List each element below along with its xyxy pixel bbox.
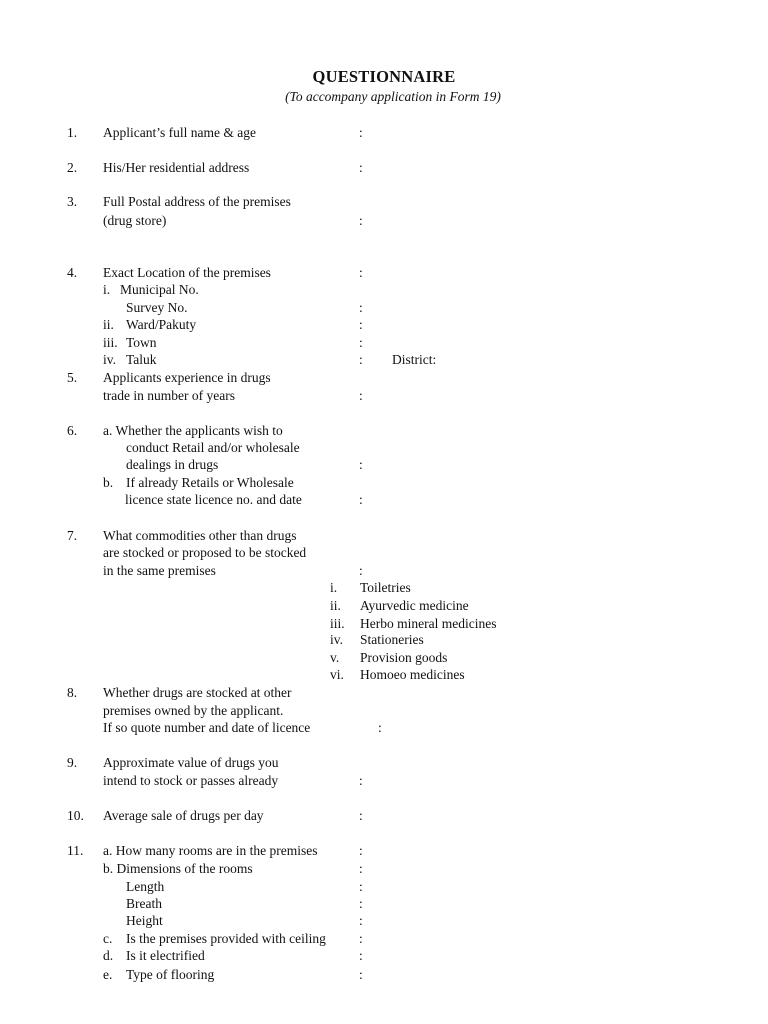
- colon: :: [359, 773, 363, 788]
- commodity-text: Provision goods: [360, 650, 448, 665]
- colon: :: [359, 896, 363, 911]
- question-text: dealings in drugs: [126, 457, 219, 472]
- question-text: What commodities other than drugs: [103, 528, 297, 543]
- item-number: 11.: [67, 843, 84, 858]
- colon: :: [359, 388, 363, 403]
- question-text: are stocked or proposed to be stocked: [103, 545, 307, 560]
- sub-label: ii.: [103, 317, 114, 332]
- sub-text: Height: [126, 913, 163, 928]
- colon: :: [359, 352, 363, 367]
- colon: :: [359, 808, 363, 823]
- sub-text: Taluk: [126, 352, 157, 367]
- sub-label: i.: [103, 282, 111, 297]
- colon: :: [359, 563, 363, 578]
- question-text: Applicant’s full name & age: [103, 125, 256, 140]
- item-number: 4.: [67, 265, 78, 280]
- sub-label: c.: [103, 931, 113, 946]
- question-text: If already Retails or Wholesale: [126, 475, 294, 490]
- district-label: District:: [392, 352, 437, 367]
- sub-text: Ward/Pakuty: [126, 317, 197, 332]
- colon: :: [359, 948, 363, 963]
- colon: :: [359, 861, 363, 876]
- commodity-label: iii.: [330, 616, 345, 631]
- question-text: a. How many rooms are in the premises: [103, 843, 318, 858]
- item-number: 9.: [67, 755, 78, 770]
- question-text: intend to stock or passes already: [103, 773, 279, 788]
- sub-text: Type of flooring: [126, 967, 215, 982]
- commodity-text: Stationeries: [360, 632, 424, 647]
- colon: :: [378, 720, 382, 735]
- colon: :: [359, 913, 363, 928]
- colon: :: [359, 931, 363, 946]
- question-text: b. Dimensions of the rooms: [103, 861, 253, 876]
- commodity-label: v.: [330, 650, 340, 665]
- colon: :: [359, 265, 363, 280]
- sub-text: Is it electrified: [126, 948, 205, 963]
- sub-label: iii.: [103, 335, 118, 350]
- question-text: licence state licence no. and date: [125, 492, 302, 507]
- commodity-text: Homoeo medicines: [360, 667, 465, 682]
- sub-text: Municipal No.: [120, 282, 199, 297]
- commodity-text: Herbo mineral medicines: [360, 616, 497, 631]
- sub-text: Survey No.: [126, 300, 188, 315]
- question-text: (drug store): [103, 213, 167, 228]
- item-number: 3.: [67, 194, 78, 209]
- sub-text: Is the premises provided with ceiling: [126, 931, 326, 946]
- question-text: Applicants experience in drugs: [103, 370, 271, 385]
- question-text: in the same premises: [103, 563, 216, 578]
- page-subtitle: (To accompany application in Form 19): [285, 89, 501, 104]
- colon: :: [359, 213, 363, 228]
- sub-label: d.: [103, 948, 114, 963]
- question-text: If so quote number and date of licence: [103, 720, 311, 735]
- commodity-label: ii.: [330, 598, 341, 613]
- question-text: Full Postal address of the premises: [103, 194, 291, 209]
- question-text: Whether drugs are stocked at other: [103, 685, 292, 700]
- question-text: premises owned by the applicant.: [103, 703, 284, 718]
- commodity-label: i.: [330, 580, 338, 595]
- question-text: Approximate value of drugs you: [103, 755, 279, 770]
- commodity-text: Toiletries: [360, 580, 411, 595]
- question-text: Average sale of drugs per day: [103, 808, 264, 823]
- item-number: 2.: [67, 160, 78, 175]
- sub-label: e.: [103, 967, 113, 982]
- sub-text: Length: [126, 879, 165, 894]
- colon: :: [359, 843, 363, 858]
- colon: :: [359, 300, 363, 315]
- commodity-text: Ayurvedic medicine: [360, 598, 469, 613]
- colon: :: [359, 492, 363, 507]
- item-number: 5.: [67, 370, 78, 385]
- colon: :: [359, 335, 363, 350]
- commodity-label: vi.: [330, 667, 344, 682]
- item-number: 7.: [67, 528, 78, 543]
- colon: :: [359, 879, 363, 894]
- question-text: a. Whether the applicants wish to: [103, 423, 283, 438]
- colon: :: [359, 125, 363, 140]
- sub-text: Town: [126, 335, 157, 350]
- item-number: 10.: [67, 808, 84, 823]
- item-number: 8.: [67, 685, 78, 700]
- commodity-label: iv.: [330, 632, 343, 647]
- question-text: trade in number of years: [103, 388, 235, 403]
- sub-label: iv.: [103, 352, 116, 367]
- question-text: conduct Retail and/or wholesale: [126, 440, 300, 455]
- colon: :: [359, 457, 363, 472]
- page-title: QUESTIONNAIRE: [312, 67, 456, 86]
- item-number: 1.: [67, 125, 78, 140]
- sub-text: Breath: [126, 896, 162, 911]
- colon: :: [359, 317, 363, 332]
- colon: :: [359, 967, 363, 982]
- item-number: 6.: [67, 423, 78, 438]
- question-text: Exact Location of the premises: [103, 265, 271, 280]
- question-text: His/Her residential address: [103, 160, 250, 175]
- colon: :: [359, 160, 363, 175]
- sub-label: b.: [103, 475, 114, 490]
